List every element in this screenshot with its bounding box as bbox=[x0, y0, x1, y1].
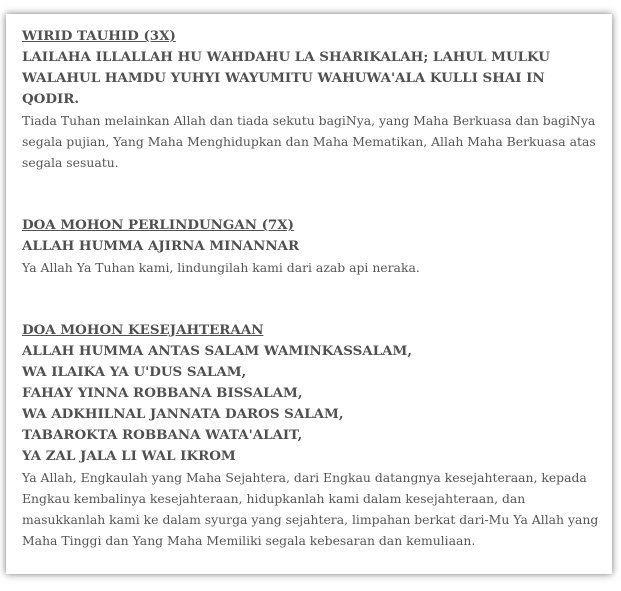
prayer-card bbox=[6, 14, 612, 574]
arabic-line: FAHAY YINNA ROBBANA BISSALAM, bbox=[22, 385, 303, 401]
translation-text: Ya Allah Ya Tuhan kami, lindungilah kami dari azab api neraka. bbox=[22, 260, 420, 275]
arabic-text bbox=[22, 341, 607, 467]
arabic-line: ALLAH HUMMA AJIRNA MINANNAR bbox=[22, 238, 300, 254]
translation-text: Tiada Tuhan melainkan Allah dan tiada sekutu bagiNya, yang Maha Berkuasa dan bagiNya segala pujian, Yang Maha Menghidupkan dan Maha Mematikan, Allah Maha Berkuasa atas segala sesuatu. bbox=[22, 113, 596, 170]
arabic-text bbox=[22, 47, 607, 110]
arabic-line: WA ILAIKA YA U'DUS SALAM, bbox=[22, 364, 247, 380]
translation-text: Ya Allah, Engkaulah yang Maha Sejahtera, dari Engkau datangnya kesejahteraan, kepada Engkau kembalinya kesejahteraan, hidupkanlah kami dalam kesejahteraan, dan masukkanlah kami ke dalam syurga yang sejahtera, limpahan berkat dari-Mu Ya Allah yang Maha Tinggi dan Yang Maha Memiliki segala kebesaran dan kemuliaan. bbox=[22, 470, 599, 548]
arabic-line: QODIR. bbox=[22, 91, 79, 107]
arabic-line: ALLAH HUMMA ANTAS SALAM WAMINKASSALAM, bbox=[22, 343, 412, 359]
arabic-line: LAILAHA ILLALLAH HU WAHDAHU LA SHARIKALAH; LAHUL MULKU bbox=[22, 49, 550, 65]
section-wirid-tauhid bbox=[22, 26, 607, 173]
section-doa-kesejahteraan bbox=[22, 320, 607, 551]
section-heading: DOA MOHON PERLINDUNGAN (7X) bbox=[22, 217, 294, 233]
arabic-text bbox=[22, 236, 607, 257]
arabic-line: YA ZAL JALA LI WAL IKROM bbox=[22, 448, 236, 464]
arabic-line: WA ADKHILNAL JANNATA DAROS SALAM, bbox=[22, 406, 344, 422]
arabic-line: WALAHUL HAMDU YUHYI WAYUMITU WAHUWA'ALA KULLI SHAI IN bbox=[22, 70, 545, 86]
prayer-content bbox=[22, 26, 607, 551]
section-heading: DOA MOHON KESEJAHTERAAN bbox=[22, 322, 264, 338]
arabic-line: TABAROKTA ROBBANA WATA'ALAIT, bbox=[22, 427, 303, 443]
section-doa-perlindungan bbox=[22, 215, 607, 278]
section-heading: WIRID TAUHID (3X) bbox=[22, 28, 176, 44]
